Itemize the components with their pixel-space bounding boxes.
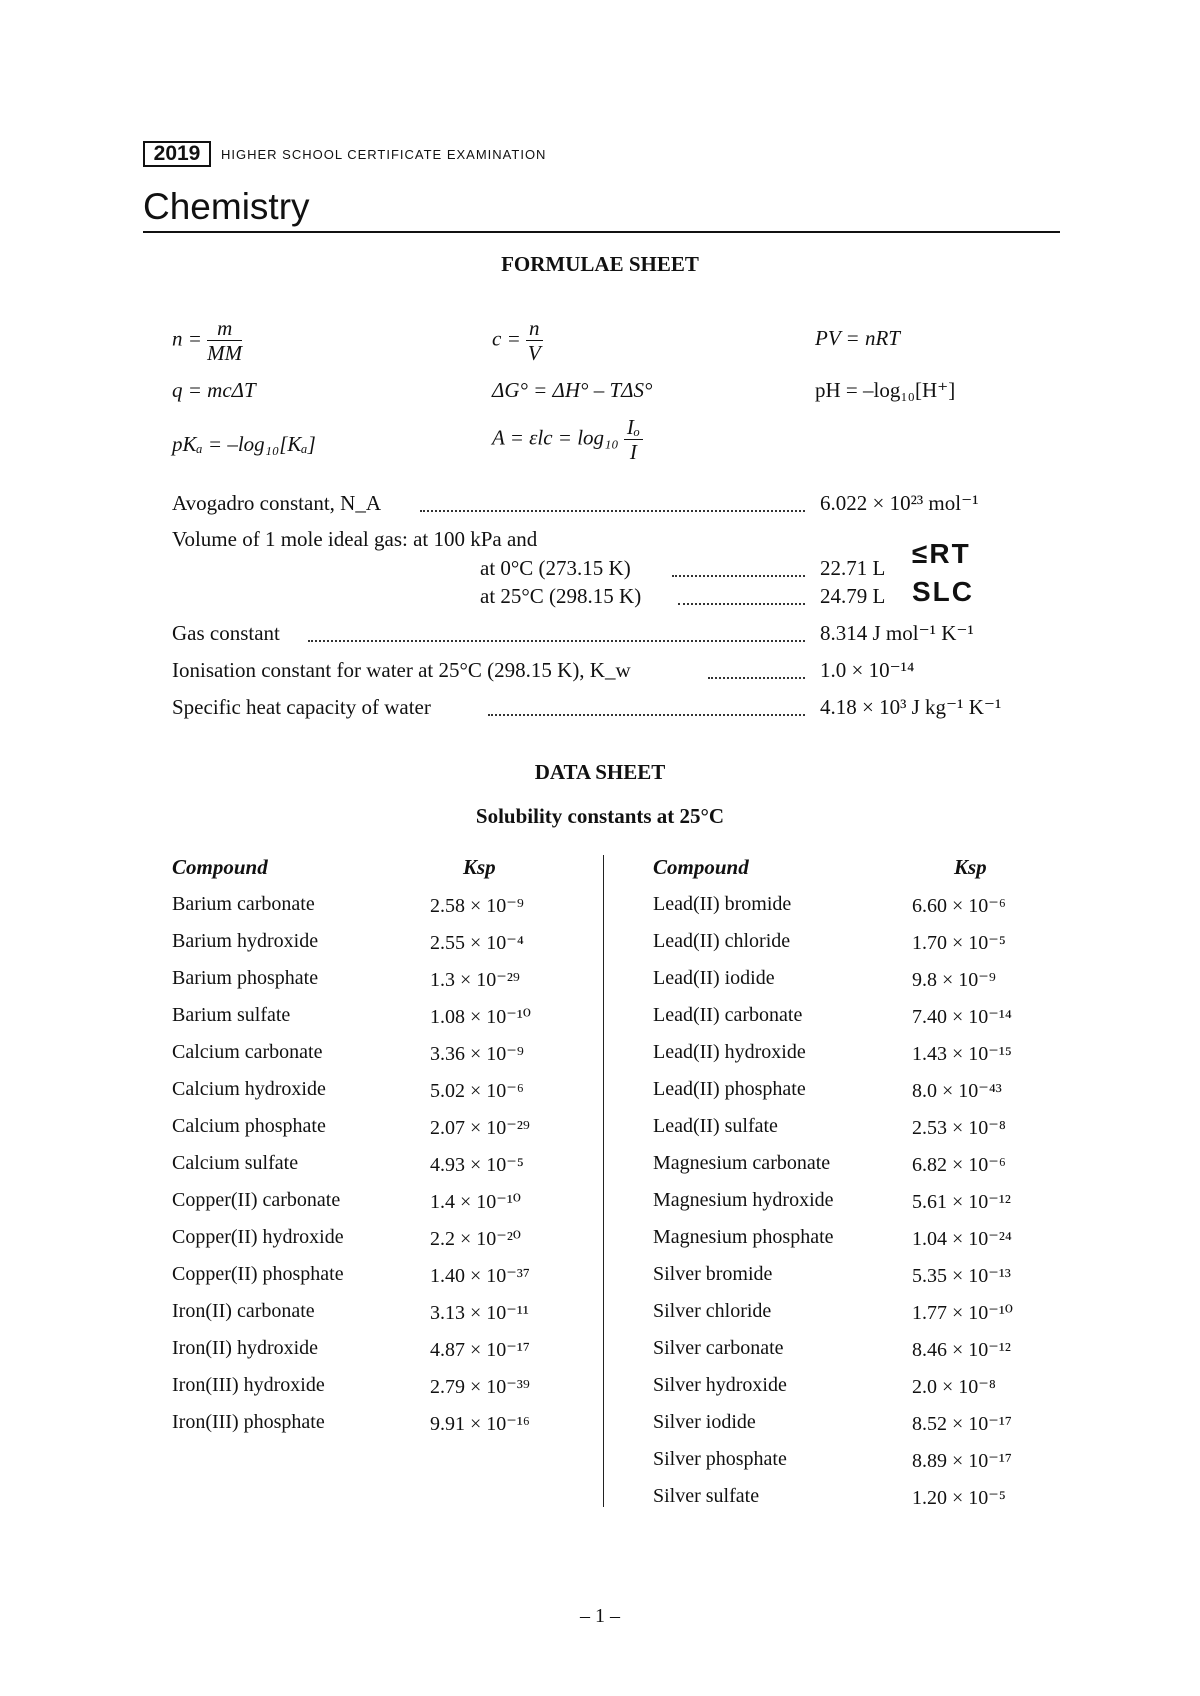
compound-name: Magnesium hydroxide <box>653 1189 834 1211</box>
compound-name: Silver iodide <box>653 1411 756 1433</box>
compound-name: Copper(II) hydroxide <box>172 1226 344 1248</box>
ksp-value: 2.55 × 10⁻⁴ <box>430 932 524 954</box>
ksp-value: 5.35 × 10⁻¹³ <box>912 1265 1011 1287</box>
ksp-value: 1.40 × 10⁻³⁷ <box>430 1265 530 1287</box>
ksp-value: 8.52 × 10⁻¹⁷ <box>912 1413 1012 1435</box>
column-header-ksp-left: Ksp <box>463 855 496 879</box>
compound-name: Copper(II) carbonate <box>172 1189 341 1211</box>
compound-name: Lead(II) carbonate <box>653 1004 803 1026</box>
formula-pka <box>172 432 316 457</box>
compound-name: Calcium sulfate <box>172 1152 299 1174</box>
ksp-value: 1.3 × 10⁻²⁹ <box>430 969 520 991</box>
compound-name: Iron(II) carbonate <box>172 1300 315 1322</box>
compound-name: Barium carbonate <box>172 893 315 915</box>
leader-dots <box>420 508 805 512</box>
constant-label: Volume of 1 mole ideal gas: at 100 kPa and <box>172 527 538 551</box>
formula-moles-den: MM <box>207 341 243 365</box>
formula-conc-den: V <box>527 341 541 365</box>
ksp-value: 1.43 × 10⁻¹⁵ <box>912 1043 1012 1065</box>
page-number: – 1 – <box>580 1605 620 1627</box>
handwritten-note-slc: SLC <box>912 576 974 607</box>
ksp-value: 2.2 × 10⁻²⁰ <box>430 1228 521 1250</box>
formula-ideal-gas-text: PV = nRT <box>815 326 900 350</box>
ksp-value: 1.4 × 10⁻¹⁰ <box>430 1191 521 1213</box>
constant-label: Gas constant <box>172 621 280 645</box>
leader-dots <box>672 573 805 577</box>
handwritten-note-stp: ≤RT <box>912 538 971 569</box>
compound-name: Calcium phosphate <box>172 1115 326 1137</box>
ksp-value: 9.8 × 10⁻⁹ <box>912 969 996 991</box>
compound-name: Iron(III) hydroxide <box>172 1374 325 1396</box>
compound-name: Silver sulfate <box>653 1485 760 1507</box>
compound-name: Iron(II) hydroxide <box>172 1337 319 1359</box>
formula-gibbs <box>492 378 652 403</box>
compound-name: Magnesium phosphate <box>653 1226 834 1248</box>
compound-name: Barium phosphate <box>172 967 319 989</box>
constant-value: 22.71 L <box>820 556 886 580</box>
ksp-value: 1.70 × 10⁻⁵ <box>912 932 1006 954</box>
leader-dots <box>488 712 805 716</box>
formula-conc-lhs: c = <box>492 326 521 351</box>
formula-ph: pH = –log₁₀[H⁺] <box>815 378 956 402</box>
ksp-value: 8.46 × 10⁻¹² <box>912 1339 1011 1361</box>
compound-name: Silver phosphate <box>653 1448 787 1470</box>
ksp-value: 5.02 × 10⁻⁶ <box>430 1080 524 1102</box>
constant-label: at 25°C (298.15 K) <box>480 584 642 608</box>
compound-name: Lead(II) iodide <box>653 967 775 989</box>
compound-name: Silver chloride <box>653 1300 772 1322</box>
header-rule <box>143 231 1060 233</box>
compound-name: Silver carbonate <box>653 1337 784 1359</box>
ksp-value: 8.0 × 10⁻⁴³ <box>912 1080 1002 1102</box>
ksp-value: 8.89 × 10⁻¹⁷ <box>912 1450 1012 1472</box>
data-sheet-subtitle: Solubility constants at 25°C <box>475 804 725 828</box>
ksp-value: 2.0 × 10⁻⁸ <box>912 1376 996 1398</box>
ksp-value: 2.07 × 10⁻²⁹ <box>430 1117 530 1139</box>
formula-beer-fraction <box>624 415 643 464</box>
ksp-value: 3.13 × 10⁻¹¹ <box>430 1302 529 1324</box>
formula-moles-num: m <box>207 316 242 341</box>
ksp-value: 1.08 × 10⁻¹⁰ <box>430 1006 531 1028</box>
compound-name: Lead(II) hydroxide <box>653 1041 806 1063</box>
formula-beer-num: Iₒ <box>624 415 643 440</box>
exam-title: HIGHER SCHOOL CERTIFICATE EXAMINATION <box>221 147 547 162</box>
formula-conc-fraction <box>526 316 543 365</box>
compound-name: Copper(II) phosphate <box>172 1263 344 1285</box>
ksp-value: 4.93 × 10⁻⁵ <box>430 1154 524 1176</box>
compound-name: Iron(III) phosphate <box>172 1411 325 1433</box>
ksp-value: 3.36 × 10⁻⁹ <box>430 1043 524 1065</box>
ksp-value: 1.04 × 10⁻²⁴ <box>912 1228 1012 1250</box>
formula-moles-fraction <box>207 316 242 365</box>
constant-value: 4.18 × 10³ J kg⁻¹ K⁻¹ <box>820 695 1002 719</box>
column-header-compound-right: Compound <box>653 855 749 879</box>
compound-name: Lead(II) sulfate <box>653 1115 778 1137</box>
ksp-value: 9.91 × 10⁻¹⁶ <box>430 1413 530 1435</box>
constant-label: Ionisation constant for water at 25°C (298.15 K), K_w <box>172 658 631 682</box>
compound-name: Silver bromide <box>653 1263 773 1285</box>
compound-name: Magnesium carbonate <box>653 1152 831 1174</box>
data-sheet-title: DATA SHEET <box>534 760 666 784</box>
constant-label: Avogadro constant, N_A <box>172 491 381 515</box>
ksp-value: 2.53 × 10⁻⁸ <box>912 1117 1006 1139</box>
subject-title: Chemistry <box>143 186 310 227</box>
formula-beer-den: I <box>629 440 637 464</box>
formula-moles <box>172 316 242 365</box>
constant-value: 24.79 L <box>820 584 886 608</box>
compound-name: Silver hydroxide <box>653 1374 787 1396</box>
compound-name: Lead(II) phosphate <box>653 1078 806 1100</box>
formula-heat-text: q = mcΔT <box>172 378 256 402</box>
ksp-value: 6.82 × 10⁻⁶ <box>912 1154 1006 1176</box>
ksp-value: 4.87 × 10⁻¹⁷ <box>430 1339 530 1361</box>
compound-name: Calcium hydroxide <box>172 1078 326 1100</box>
ksp-value: 5.61 × 10⁻¹² <box>912 1191 1011 1213</box>
ksp-value: 1.20 × 10⁻⁵ <box>912 1487 1006 1509</box>
column-header-compound-left: Compound <box>172 855 268 879</box>
formula-beer-lhs: A = εlc = log₁₀ <box>492 425 619 450</box>
table-column-divider <box>603 855 604 1507</box>
formula-ideal-gas <box>815 326 900 351</box>
leader-dots <box>678 601 805 605</box>
formula-concentration <box>492 316 543 365</box>
compound-name: Calcium carbonate <box>172 1041 323 1063</box>
formulae-sheet-title: FORMULAE SHEET <box>501 252 699 276</box>
formula-beer-lambert <box>492 415 643 464</box>
exam-year-badge: 2019 <box>143 141 211 167</box>
compound-name: Barium sulfate <box>172 1004 291 1026</box>
compound-name: Lead(II) chloride <box>653 930 791 952</box>
constant-value: 1.0 × 10⁻¹⁴ <box>820 658 915 682</box>
compound-name: Barium hydroxide <box>172 930 319 952</box>
constant-value: 8.314 J mol⁻¹ K⁻¹ <box>820 621 974 645</box>
leader-dots <box>708 675 805 679</box>
formula-heat <box>172 378 256 403</box>
ksp-value: 2.58 × 10⁻⁹ <box>430 895 524 917</box>
constant-label: at 0°C (273.15 K) <box>480 556 631 580</box>
constant-value: 6.022 × 10²³ mol⁻¹ <box>820 491 979 515</box>
formula-pka-text: pKₐ = –log₁₀[Kₐ] <box>172 432 316 456</box>
leader-dots <box>308 638 805 642</box>
ksp-value: 1.77 × 10⁻¹⁰ <box>912 1302 1013 1324</box>
formula-conc-num: n <box>526 316 543 341</box>
ksp-value: 7.40 × 10⁻¹⁴ <box>912 1006 1012 1028</box>
formula-gibbs-text: ΔG° = ΔH° – TΔS° <box>492 378 653 402</box>
constant-label: Specific heat capacity of water <box>172 695 431 719</box>
compound-name: Lead(II) bromide <box>653 893 792 915</box>
ksp-value: 6.60 × 10⁻⁶ <box>912 895 1006 917</box>
column-header-ksp-right: Ksp <box>954 855 987 879</box>
ksp-value: 2.79 × 10⁻³⁹ <box>430 1376 530 1398</box>
formula-moles-lhs: n = <box>172 326 202 351</box>
